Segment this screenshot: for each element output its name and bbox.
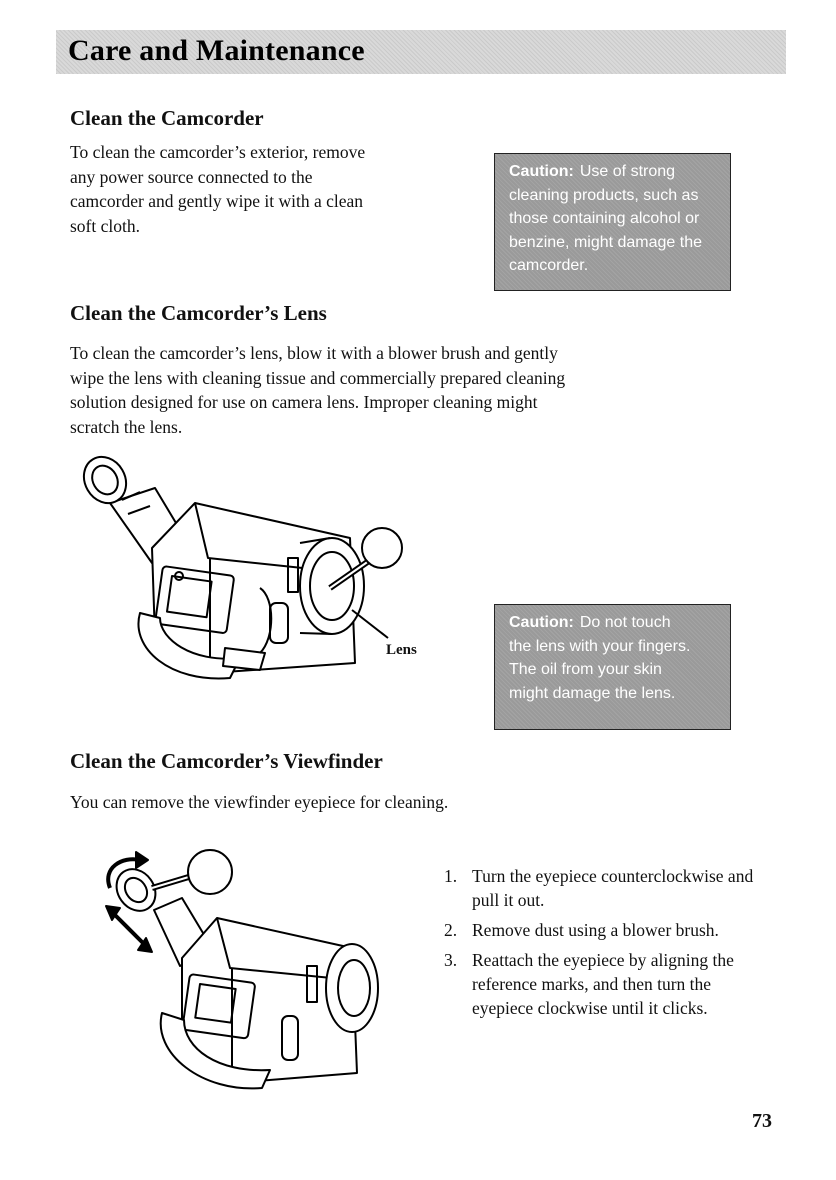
text-line: soft cloth.: [70, 215, 140, 236]
step-number: 1.: [444, 866, 458, 886]
list-item: [444, 918, 774, 942]
text-line: camcorder and gently wipe it with a clean: [70, 191, 364, 211]
caution-text: cleaning products, such as: [509, 186, 699, 204]
page-title: Care and Maintenance: [68, 34, 365, 67]
list-item: [444, 864, 774, 912]
step-text: Turn the eyepiece counterclockwise and pull it out.: [472, 866, 754, 910]
caution-text: Do not touch: [579, 614, 671, 631]
text-line: solution designed for use on camera lens. Improper cleaning might: [70, 392, 538, 412]
camcorder-lens-cleaning-illustration: [60, 448, 420, 698]
heading-clean-lens: Clean the Camcorder’s Lens: [70, 301, 327, 325]
lens-label: Lens: [386, 642, 417, 658]
list-item: [444, 948, 774, 1020]
heading-clean-camcorder: Clean the Camcorder: [70, 106, 264, 130]
step-number: 3.: [444, 950, 458, 970]
caution-text: the lens with your fingers.: [509, 637, 691, 655]
caution-text: benzine, might damage the: [509, 233, 703, 251]
page-number: 73: [752, 1110, 772, 1132]
text-line: wipe the lens with cleaning tissue and commercially prepared cleaning: [70, 367, 566, 388]
caution-box-lens-touch: [494, 604, 731, 730]
caution-label: Caution:: [509, 163, 574, 180]
section-banner: [56, 30, 786, 74]
caution-text: The oil from your skin: [509, 661, 662, 678]
caution-text: those containing alcohol or: [509, 210, 700, 227]
caution-text: camcorder.: [509, 257, 589, 274]
caution-text: Use of strong: [579, 163, 676, 180]
caution-box-cleaning-products: [494, 153, 731, 291]
caution-label: Caution:: [509, 614, 574, 631]
paragraph-clean-camcorder: [70, 140, 450, 238]
text-line: To clean the camcorder’s lens, blow it with a blower brush and gently: [70, 343, 558, 363]
paragraph-viewfinder-intro: You can remove the viewfinder eyepiece for cleaning.: [70, 792, 449, 812]
step-number: 2.: [444, 920, 458, 940]
text-line: To clean the camcorder’s exterior, remove: [70, 142, 366, 162]
caution-text: might damage the lens.: [509, 684, 676, 702]
viewfinder-steps-list: [444, 864, 774, 1026]
text-line: any power source connected to the: [70, 166, 313, 187]
text-line: scratch the lens.: [70, 416, 183, 437]
step-text: Remove dust using a blower brush.: [472, 920, 719, 940]
heading-clean-viewfinder: Clean the Camcorder’s Viewfinder: [70, 749, 383, 773]
paragraph-clean-lens: [70, 341, 710, 439]
step-text: Reattach the eyepiece by aligning the reference marks, and then turn the eyepiece clockwise until it clicks.: [472, 950, 734, 1018]
viewfinder-eyepiece-illustration: [92, 848, 392, 1098]
